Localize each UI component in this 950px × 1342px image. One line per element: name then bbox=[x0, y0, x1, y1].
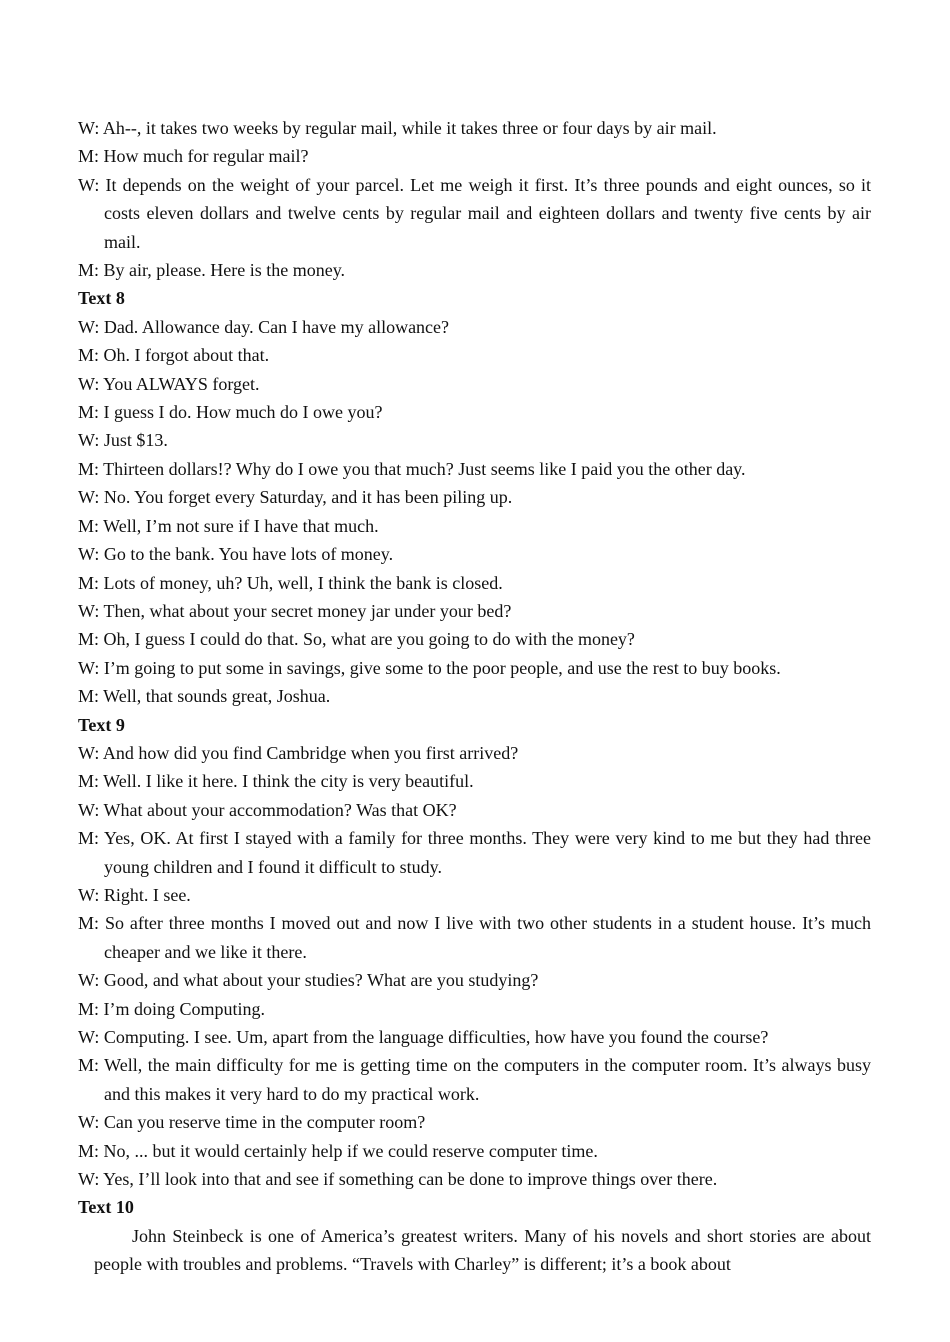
dialogue-line: M: I’m doing Computing. bbox=[78, 998, 266, 1019]
document-body bbox=[78, 114, 871, 1279]
section-heading-text-9: Text 9 bbox=[78, 714, 125, 735]
dialogue-line: M: Oh, I guess I could do that. So, what are you going to do with the money? bbox=[78, 629, 635, 650]
dialogue-line: M: Well. I like it here. I think the city is very beautiful. bbox=[78, 771, 474, 792]
dialogue-line: M: Well, that sounds great, Joshua. bbox=[78, 686, 331, 707]
dialogue-line: M: How much for regular mail? bbox=[78, 146, 309, 167]
dialogue-line: W: Dad. Allowance day. Can I have my allowance? bbox=[78, 316, 450, 337]
dialogue-line: M: Oh. I forgot about that. bbox=[78, 345, 270, 366]
dialogue-line: W: Go to the bank. You have lots of money. bbox=[78, 544, 394, 565]
dialogue-line: W: Can you reserve time in the computer room? bbox=[78, 1112, 426, 1133]
dialogue-line: M: No, ... but it would certainly help if we could reserve computer time. bbox=[78, 1140, 598, 1161]
dialogue-line: W: Right. I see. bbox=[78, 884, 191, 905]
dialogue-line: M: Thirteen dollars!? Why do I owe you that much? Just seems like I paid you the other day. bbox=[78, 458, 746, 479]
dialogue-line: M: I guess I do. How much do I owe you? bbox=[78, 402, 383, 423]
section-heading-text-8: Text 8 bbox=[78, 288, 125, 309]
dialogue-line: W: Then, what about your secret money jar under your bed? bbox=[78, 600, 512, 621]
dialogue-line: W: Just $13. bbox=[78, 430, 168, 451]
dialogue-line: M: By air, please. Here is the money. bbox=[78, 260, 346, 281]
section-heading-text-10: Text 10 bbox=[78, 1197, 134, 1218]
dialogue-line: W: And how did you find Cambridge when you first arrived? bbox=[78, 742, 519, 763]
dialogue-line: W: No. You forget every Saturday, and it has been piling up. bbox=[78, 487, 513, 508]
dialogue-line: M: Lots of money, uh? Uh, well, I think the bank is closed. bbox=[78, 572, 503, 593]
dialogue-line: M: Well, the main difficulty for me is getting time on the computers in the computer room. It’s always busy and this makes it very hard to do my practical work. bbox=[78, 1055, 871, 1104]
dialogue-line: W: Yes, I’ll look into that and see if something can be done to improve things over there. bbox=[78, 1169, 718, 1190]
dialogue-line: W: Good, and what about your studies? What are you studying? bbox=[78, 970, 539, 991]
dialogue-line: M: So after three months I moved out and now I live with two other students in a student house. It’s much cheaper and we like it there. bbox=[78, 913, 871, 962]
dialogue-line: W: It depends on the weight of your parcel. Let me weigh it first. It’s three pounds and eight ounces, so it costs eleven dollars and twelve cents by regular mail and eighteen dollars and twenty five cents by air mail. bbox=[78, 174, 871, 252]
passage-paragraph: John Steinbeck is one of America’s greatest writers. Many of his novels and short stories are about people with troubles and problems. “Travels with Charley” is different; it’s a book about bbox=[94, 1225, 871, 1275]
dialogue-line: W: Computing. I see. Um, apart from the language difficulties, how have you found the course? bbox=[78, 1027, 769, 1047]
dialogue-line: W: What about your accommodation? Was that OK? bbox=[78, 799, 457, 820]
dialogue-line: W: You ALWAYS forget. bbox=[78, 373, 260, 394]
dialogue-line: W: I’m going to put some in savings, give some to the poor people, and use the rest to buy books. bbox=[78, 657, 781, 678]
dialogue-line: W: Ah--, it takes two weeks by regular mail, while it takes three or four days by air mail. bbox=[78, 118, 717, 138]
dialogue-line: M: Yes, OK. At first I stayed with a family for three months. They were very kind to me but they had three young children and I found it difficult to study. bbox=[78, 828, 871, 877]
dialogue-line: M: Well, I’m not sure if I have that much. bbox=[78, 515, 379, 536]
